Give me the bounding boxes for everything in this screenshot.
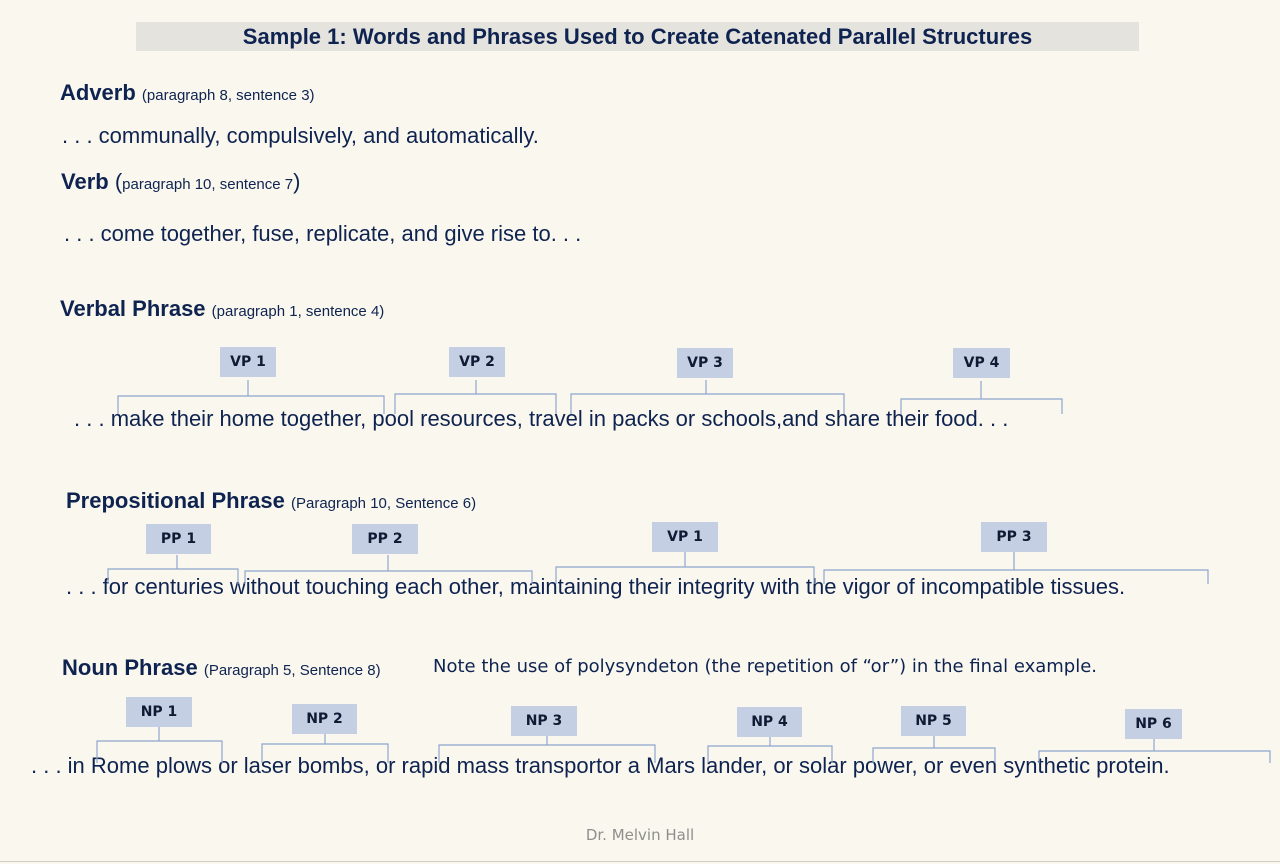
pp-label-3: VP 1 [652, 522, 718, 552]
verb-example: . . . come together, fuse, replicate, and give rise to. . . [64, 221, 582, 246]
verbal-phrase-ref: (paragraph 1, sentence 4) [211, 303, 385, 320]
adverb-ref: (paragraph 8, sentence 3) [141, 87, 315, 104]
np-seg-2: laser bombs, [243, 753, 370, 778]
np-seg-5: solar power, [799, 753, 918, 778]
verb-ref-open: ( [114, 169, 123, 194]
pp-bracket-4 [824, 552, 1208, 584]
np-bracket-3 [439, 736, 655, 763]
polysyndeton-note: Note the use of polysyndeton (the repetition of “or”) in the final example. [433, 656, 1098, 677]
vp-bracket-1 [118, 380, 384, 414]
np-label-4: NP 4 [737, 707, 802, 737]
prepositional-phrase-heading-text: Prepositional Phrase [66, 488, 285, 513]
pp-bracket-2 [245, 555, 532, 584]
verb-heading-text: Verb [61, 169, 109, 194]
vp-bracket-3 [571, 380, 844, 414]
np-bracket-4 [708, 737, 832, 763]
np-bracket-6 [1039, 739, 1270, 763]
prepositional-phrase-ref: (Paragraph 10, Sentence 6) [290, 495, 477, 512]
np-bracket-5 [873, 736, 995, 763]
vp-seg-lead: . . . [74, 406, 105, 431]
np-label-2: NP 2 [292, 704, 357, 734]
pp-seg-1: for centuries [102, 574, 224, 599]
vp-bracket-2 [395, 380, 556, 414]
np-seg-lead: . . . in [31, 753, 85, 778]
verb-ref-close: ) [293, 169, 301, 194]
vp-seg-3: travel in packs or schools, [528, 406, 783, 431]
vp-seg-and: and [782, 406, 819, 431]
noun-phrase-ref: (Paragraph 5, Sentence 8) [203, 662, 381, 679]
np-label-1: NP 1 [126, 697, 192, 727]
pp-seg-lead: . . . [66, 574, 97, 599]
np-label-6: NP 6 [1125, 709, 1182, 739]
pp-seg-3: maintaining their integrity [509, 574, 755, 599]
adverb-heading-text: Adverb [60, 80, 136, 105]
pp-bracket-3 [556, 552, 814, 584]
vp-label-4: VP 4 [953, 348, 1010, 378]
np-seg-6: even synthetic protein. [949, 753, 1170, 778]
vp-seg-2: pool resources, [372, 406, 523, 431]
np-label-3: NP 3 [511, 706, 577, 736]
vp-label-3: VP 3 [677, 348, 733, 378]
verb-ref: paragraph 10, sentence 7 [122, 176, 294, 193]
verbal-phrase-heading-text: Verbal Phrase [60, 296, 206, 321]
np-seg-1: Rome plows [90, 753, 212, 778]
pp-label-1: PP 1 [146, 524, 211, 554]
np-seg-3: rapid mass transport [401, 753, 603, 778]
np-seg-or-4: or [773, 753, 793, 778]
np-seg-or-2: or [375, 753, 396, 778]
vp-seg-4: share their food. [824, 406, 984, 431]
adverb-example: . . . communally, compulsively, and automatically. [62, 123, 539, 148]
vp-label-2: VP 2 [449, 347, 505, 377]
vp-bracket-4 [901, 381, 1062, 414]
pp-bracket-1 [108, 555, 238, 584]
np-seg-or-3: or a [602, 753, 640, 778]
page-title: Sample 1: Words and Phrases Used to Create Catenated Parallel Structures [242, 24, 1033, 49]
bottom-divider [0, 861, 1280, 862]
np-seg-or-5: or [923, 753, 944, 778]
np-label-5: NP 5 [901, 706, 966, 736]
pp-seg-2: without touching each other, [229, 574, 504, 599]
np-bracket-1 [97, 727, 222, 763]
np-seg-4: Mars lander, [646, 753, 768, 778]
pp-label-2: PP 2 [352, 524, 418, 554]
footer-author: Dr. Melvin Hall [585, 826, 695, 844]
vp-label-1: VP 1 [220, 347, 276, 377]
noun-phrase-heading-text: Noun Phrase [62, 655, 198, 680]
vp-seg-trail: . . [990, 406, 1009, 431]
np-bracket-2 [262, 734, 388, 763]
vp-seg-1: make their home together, [110, 406, 367, 431]
np-seg-or-1: or [218, 753, 238, 778]
pp-seg-4: with the vigor of incompatible tissues. [760, 574, 1126, 599]
pp-label-4: PP 3 [981, 522, 1047, 552]
